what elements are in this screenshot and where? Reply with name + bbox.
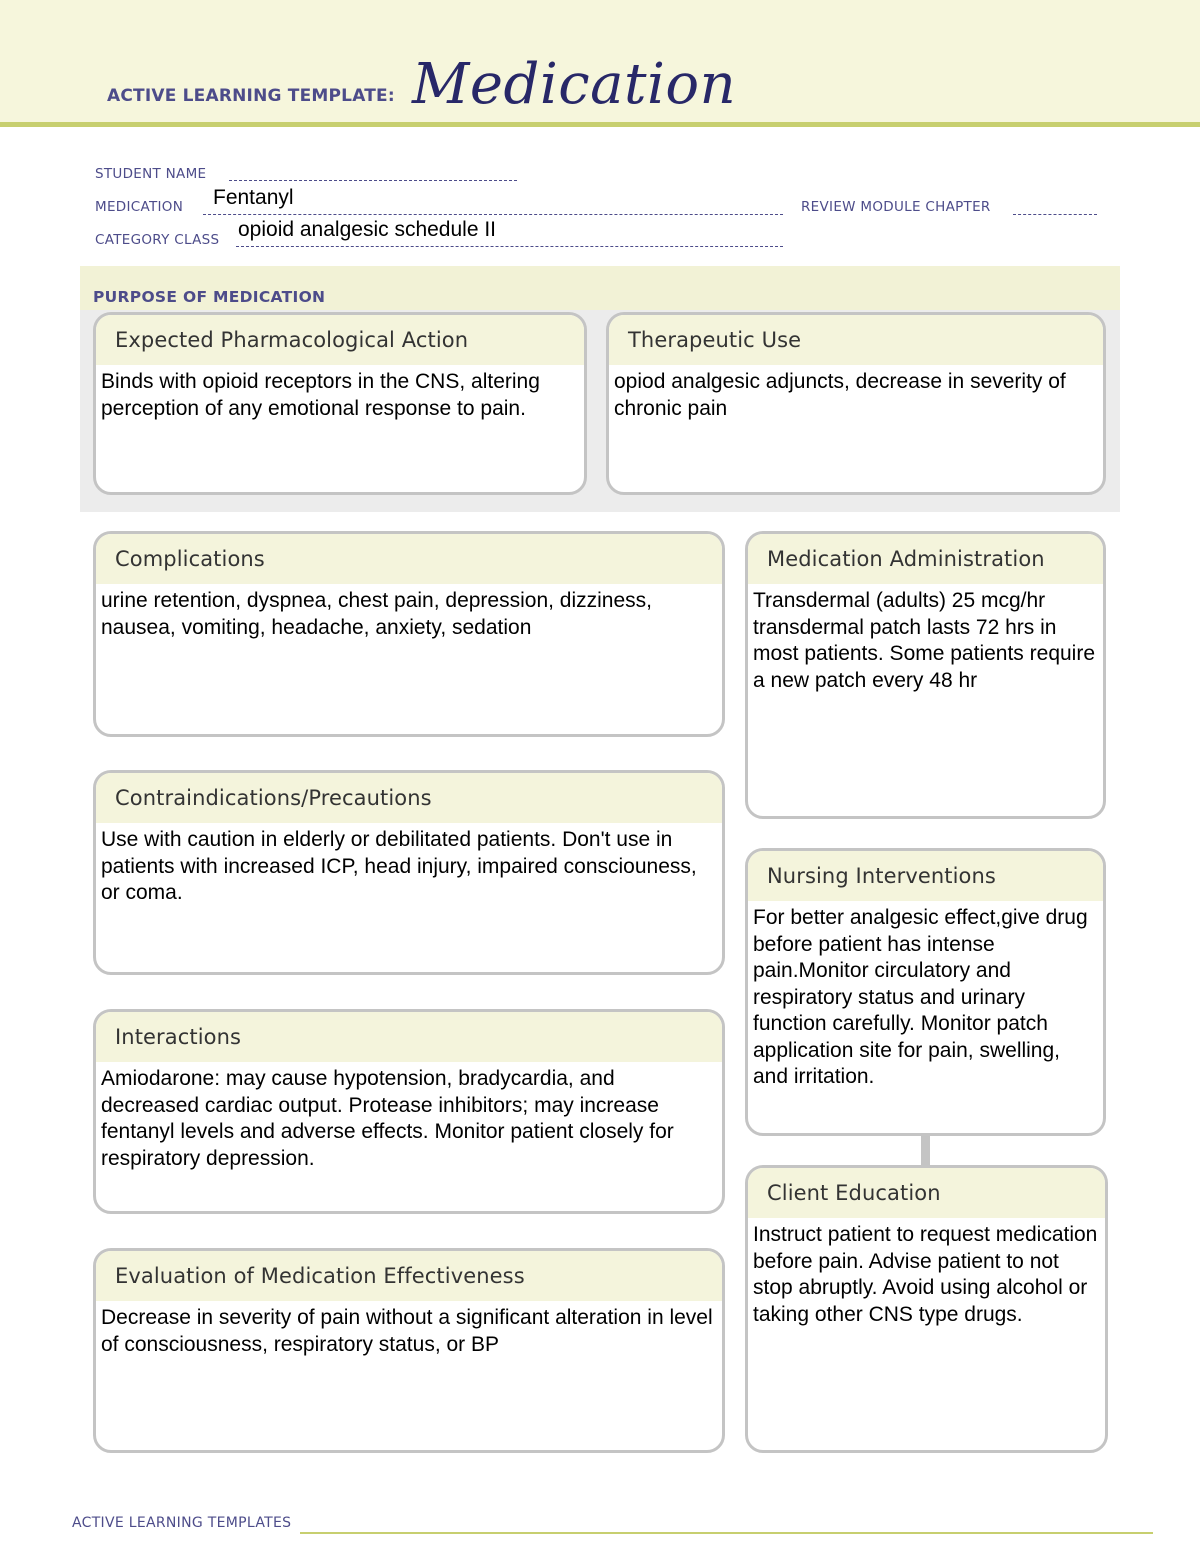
header-rule bbox=[0, 122, 1200, 127]
complications-text[interactable]: urine retention, dyspnea, chest pain, depression, dizziness, nausea, vomiting, headache, anxiety, sedation bbox=[101, 589, 652, 639]
student-name-line bbox=[229, 180, 517, 181]
expected-action-box bbox=[93, 312, 587, 495]
medication-administration-text[interactable]: Transdermal (adults) 25 mcg/hr transdermal patch lasts 72 hrs in most patients. Some patients require a new patch every 48 hr bbox=[753, 589, 1096, 692]
medication-label: MEDICATION bbox=[95, 199, 184, 215]
page-title: Medication bbox=[412, 52, 737, 117]
contraindications-title: Contraindications/Precautions bbox=[96, 773, 722, 823]
connector-bar bbox=[921, 1134, 930, 1166]
interactions-text[interactable]: Amiodarone: may cause hypotension, bradycardia, and decreased cardiac output. Protease inhibitors; may increase fentanyl levels and adverse effects. Monitor patient closely for respiratory depression. bbox=[101, 1067, 674, 1170]
client-education-title: Client Education bbox=[748, 1168, 1105, 1218]
complications-title: Complications bbox=[96, 534, 722, 584]
nursing-interventions-box bbox=[745, 848, 1106, 1136]
medication-administration-box bbox=[745, 531, 1106, 819]
medication-field[interactable]: Fentanyl bbox=[213, 186, 294, 209]
expected-action-text[interactable]: Binds with opioid receptors in the CNS, altering perception of any emotional response to pain. bbox=[101, 370, 540, 420]
nursing-interventions-text[interactable]: For better analgesic effect,give drug before patient has intense pain.Monitor circulatory and respiratory status and urinary function carefully. Monitor patch application site for pain, swelling, and irritation. bbox=[753, 906, 1088, 1088]
evaluation-box bbox=[93, 1248, 725, 1453]
evaluation-title: Evaluation of Medication Effectiveness bbox=[96, 1251, 722, 1301]
therapeutic-use-text[interactable]: opiod analgesic adjuncts, decrease in severity of chronic pain bbox=[614, 370, 1066, 420]
therapeutic-use-box bbox=[606, 312, 1106, 495]
nursing-interventions-title: Nursing Interventions bbox=[748, 851, 1103, 901]
interactions-box bbox=[93, 1009, 725, 1214]
review-module-line bbox=[1013, 214, 1097, 215]
category-class-label: CATEGORY CLASS bbox=[95, 232, 220, 248]
client-education-box bbox=[745, 1165, 1108, 1453]
footer-label: ACTIVE LEARNING TEMPLATES bbox=[72, 1515, 292, 1531]
contraindications-box bbox=[93, 770, 725, 975]
student-name-label: STUDENT NAME bbox=[95, 166, 207, 182]
contraindications-text[interactable]: Use with caution in elderly or debilitated patients. Don't use in patients with increased ICP, head injury, impaired consciouness, or coma. bbox=[101, 828, 697, 904]
evaluation-text[interactable]: Decrease in severity of pain without a significant alteration in level of consciousness, respiratory status, or BP bbox=[101, 1306, 713, 1356]
category-class-line bbox=[236, 246, 783, 247]
medication-administration-title: Medication Administration bbox=[748, 534, 1103, 584]
template-label: ACTIVE LEARNING TEMPLATE: bbox=[107, 86, 395, 106]
complications-box bbox=[93, 531, 725, 737]
expected-action-title: Expected Pharmacological Action bbox=[96, 315, 584, 365]
category-class-field[interactable]: opioid analgesic schedule II bbox=[238, 218, 497, 241]
therapeutic-use-title: Therapeutic Use bbox=[609, 315, 1103, 365]
interactions-title: Interactions bbox=[96, 1012, 722, 1062]
review-module-label: REVIEW MODULE CHAPTER bbox=[801, 199, 991, 215]
client-education-text[interactable]: Instruct patient to request medication before pain. Advise patient to not stop abruptly. Avoid using alcohol or taking other CNS type drugs. bbox=[753, 1223, 1098, 1326]
purpose-title: PURPOSE OF MEDICATION bbox=[93, 288, 326, 306]
medication-line bbox=[203, 214, 783, 215]
footer-rule bbox=[300, 1532, 1153, 1534]
